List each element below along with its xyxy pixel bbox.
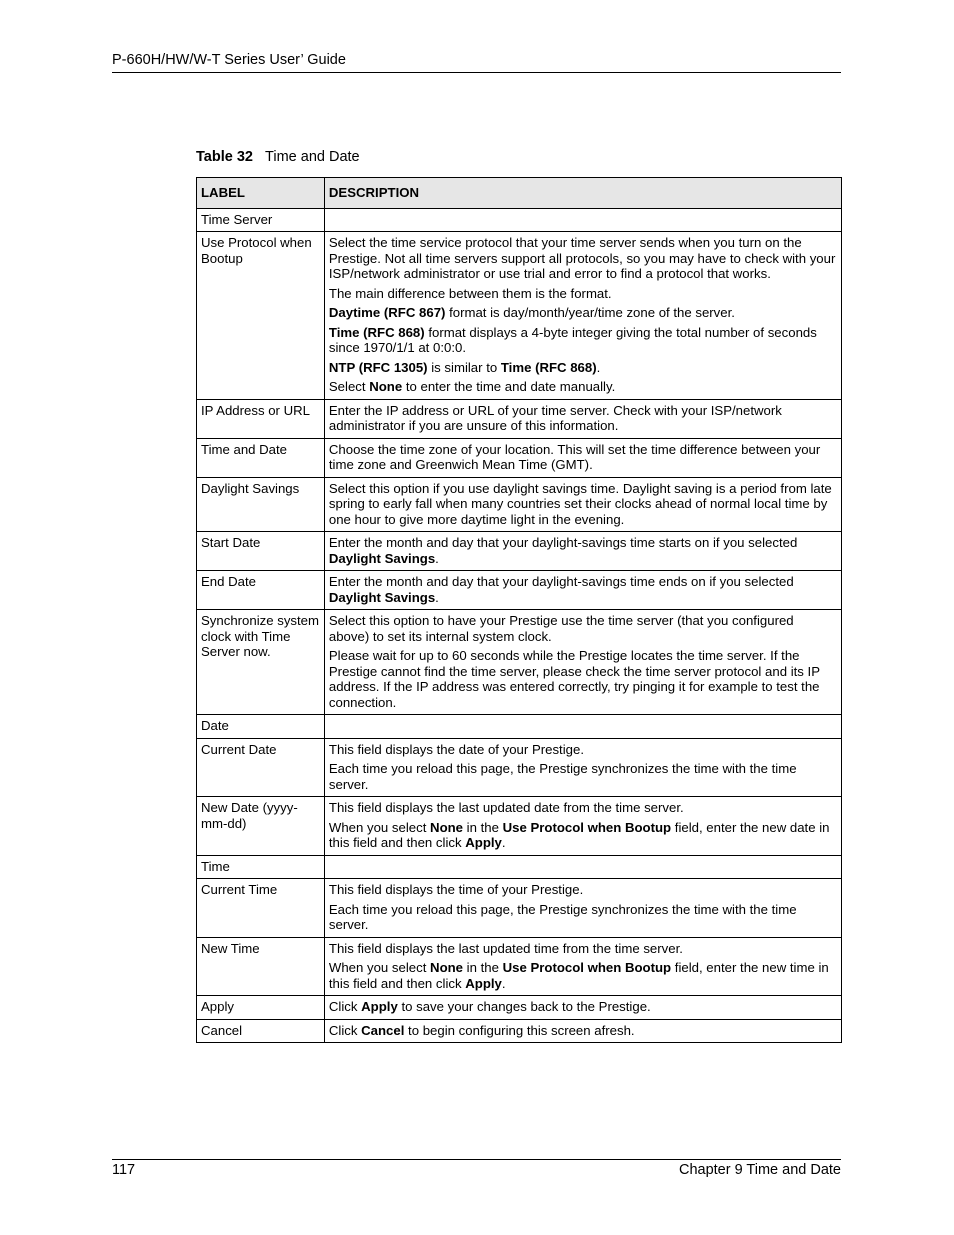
text-segment: Enter the month and day that your daylight-savings time starts on if you selected (328, 535, 798, 550)
description-paragraph (329, 442, 837, 473)
column-header-description: DESCRIPTION (324, 178, 841, 209)
text-segment: This field displays the last updated time from the time server. (328, 940, 683, 956)
row-description (324, 477, 841, 532)
text-segment: Click (328, 1022, 362, 1038)
table-caption (196, 149, 360, 165)
table-row (197, 208, 842, 232)
text-segment: format displays a 4-byte integer giving the total number of seconds since 1970/1/1 at 0:0:0. (328, 324, 817, 355)
description-paragraph (329, 360, 837, 376)
row-label: Current Time (197, 879, 325, 938)
description-paragraph (329, 882, 837, 898)
row-label: Start Date (197, 532, 325, 571)
bold-term: Daylight Savings (328, 550, 436, 566)
table-row (197, 1019, 842, 1043)
row-description (324, 532, 841, 571)
description-paragraph (329, 941, 837, 957)
row-description (324, 610, 841, 715)
table-row (197, 715, 842, 739)
table-caption-label: Table 32 (196, 149, 253, 165)
description-paragraph (329, 481, 837, 528)
table-body (197, 208, 842, 1043)
text-segment: Select (328, 379, 370, 394)
table-row (197, 879, 842, 938)
row-description (324, 715, 841, 739)
text-segment: . (501, 835, 506, 850)
row-label: Time Server (197, 208, 325, 232)
text-segment: to save your changes back to the Prestige. (397, 999, 651, 1014)
text-segment: . (435, 589, 439, 605)
bold-term: Apply (361, 999, 398, 1014)
text-segment: This field displays the time of your Prestige. (328, 882, 584, 897)
text-segment: When you select (328, 819, 431, 835)
row-label: Use Protocol when Bootup (197, 232, 325, 400)
table-row (197, 738, 842, 797)
header-divider (112, 72, 841, 73)
table-row (197, 232, 842, 400)
row-label: Time and Date (197, 438, 325, 477)
description-paragraph (329, 761, 837, 792)
footer-divider (112, 1159, 841, 1160)
table-row (197, 438, 842, 477)
description-paragraph (329, 800, 837, 816)
text-segment: This field displays the last updated date from the time server. (328, 800, 684, 815)
bold-term: Daylight Savings (328, 589, 436, 605)
footer-chapter-title: Chapter 9 Time and Date (678, 1162, 841, 1178)
text-segment: Select this option to have your Prestige use the time server (that you configured above) to set its internal system clock. (328, 613, 794, 644)
row-description (324, 571, 841, 610)
text-segment: field, enter the new date in this field and then click (328, 819, 830, 850)
text-segment: Enter the month and day that your daylight-savings time ends on if you selected (328, 574, 794, 589)
text-segment: Select the time service protocol that your time server sends when you turn on the Prestige. Not all time servers support all protocols, so you may have to check with your ISP/network administrator or use trial and error to find a protocol that works. (328, 235, 836, 281)
row-label: IP Address or URL (197, 399, 325, 438)
page-header-title: P-660H/HW/W-T Series User’ Guide (112, 52, 346, 68)
bold-term: Cancel (361, 1022, 405, 1038)
description-paragraph (329, 379, 837, 395)
row-label: New Time (197, 937, 325, 996)
text-segment: format is day/month/year/time zone of the server. (445, 305, 735, 320)
description-paragraph (329, 305, 837, 321)
bold-term: Use Protocol when Bootup (502, 819, 672, 835)
column-header-label: LABEL (197, 178, 325, 209)
description-paragraph (329, 999, 837, 1015)
row-description (324, 738, 841, 797)
description-paragraph (329, 902, 837, 933)
row-description (324, 879, 841, 938)
text-segment: in the (463, 960, 503, 975)
text-segment: The main difference between them is the format. (328, 285, 612, 301)
text-segment: Enter the IP address or URL of your time server. Check with your ISP/network administrator if you are unsure of this information. (328, 402, 782, 433)
row-description (324, 1019, 841, 1043)
description-paragraph (329, 235, 837, 282)
bold-term: Time (RFC 868) (328, 324, 425, 340)
description-paragraph (329, 403, 837, 434)
text-segment: Each time you reload this page, the Prestige synchronizes the time with the time server. (328, 761, 797, 792)
text-segment: Select this option if you use daylight savings time. Daylight saving is a period from late spring to early fall when many countries set their clocks ahead of normal local time by one hour to give more daytime light in the evening. (328, 480, 832, 527)
text-segment: field, enter the new time in this field and then click (328, 960, 829, 991)
bold-term: None (430, 819, 464, 835)
table-row (197, 610, 842, 715)
text-segment: . (501, 975, 506, 991)
row-label: Synchronize system clock with Time Server now. (197, 610, 325, 715)
text-segment: is similar to (427, 359, 501, 375)
text-segment: in the (463, 819, 503, 835)
bold-term: Use Protocol when Bootup (502, 960, 672, 975)
description-paragraph (329, 286, 837, 302)
description-paragraph (329, 960, 837, 991)
bold-term: None (369, 379, 403, 394)
text-segment: Choose the time zone of your location. This will set the time difference between your time zone and Greenwich Mean Time (GMT). (328, 441, 821, 472)
table-row (197, 996, 842, 1020)
row-label: Time (197, 855, 325, 879)
description-paragraph (329, 613, 837, 644)
row-label: Date (197, 715, 325, 739)
bold-term: Time (RFC 868) (500, 359, 597, 375)
description-paragraph (329, 325, 837, 356)
row-label: Current Date (197, 738, 325, 797)
text-segment: . (435, 550, 439, 566)
table-row (197, 571, 842, 610)
row-description (324, 996, 841, 1020)
bold-term: Daytime (RFC 867) (328, 305, 446, 320)
bold-term: Apply (465, 975, 502, 991)
bold-term: Apply (465, 835, 502, 850)
table-caption-title: Time and Date (265, 149, 360, 165)
row-description (324, 438, 841, 477)
table-row (197, 855, 842, 879)
row-label: Daylight Savings (197, 477, 325, 532)
time-and-date-table (196, 177, 842, 1043)
description-paragraph (329, 1023, 837, 1039)
text-segment: Please wait for up to 60 seconds while the Prestige locates the time server. If the Prestige cannot find the time server, please check the time server protocol and its IP address. If the IP address was entered correctly, try pinging it for example to test the connection. (328, 648, 820, 710)
table-row (197, 797, 842, 856)
row-description (324, 937, 841, 996)
description-paragraph (329, 535, 837, 566)
text-segment: Click (328, 999, 362, 1014)
row-description (324, 855, 841, 879)
text-segment: When you select (328, 960, 431, 975)
table-row (197, 399, 842, 438)
bold-term: NTP (RFC 1305) (328, 359, 428, 375)
row-description (324, 232, 841, 400)
description-paragraph (329, 648, 837, 710)
text-segment: to enter the time and date manually. (402, 379, 616, 394)
row-description (324, 208, 841, 232)
text-segment: . (596, 359, 601, 375)
description-paragraph (329, 574, 837, 605)
row-label: Cancel (197, 1019, 325, 1043)
description-paragraph (329, 820, 837, 851)
row-description (324, 797, 841, 856)
row-label: New Date (yyyy-mm-dd) (197, 797, 325, 856)
description-paragraph (329, 742, 837, 758)
table-row (197, 937, 842, 996)
text-segment: to begin configuring this screen afresh. (404, 1022, 635, 1038)
row-label: End Date (197, 571, 325, 610)
table-row (197, 477, 842, 532)
page-number: 117 (112, 1162, 136, 1178)
bold-term: None (430, 960, 464, 975)
text-segment: This field displays the date of your Prestige. (328, 741, 584, 757)
text-segment: Each time you reload this page, the Prestige synchronizes the time with the time server. (328, 901, 797, 932)
table-row (197, 532, 842, 571)
row-label: Apply (197, 996, 325, 1020)
table-header-row (197, 178, 842, 209)
row-description (324, 399, 841, 438)
